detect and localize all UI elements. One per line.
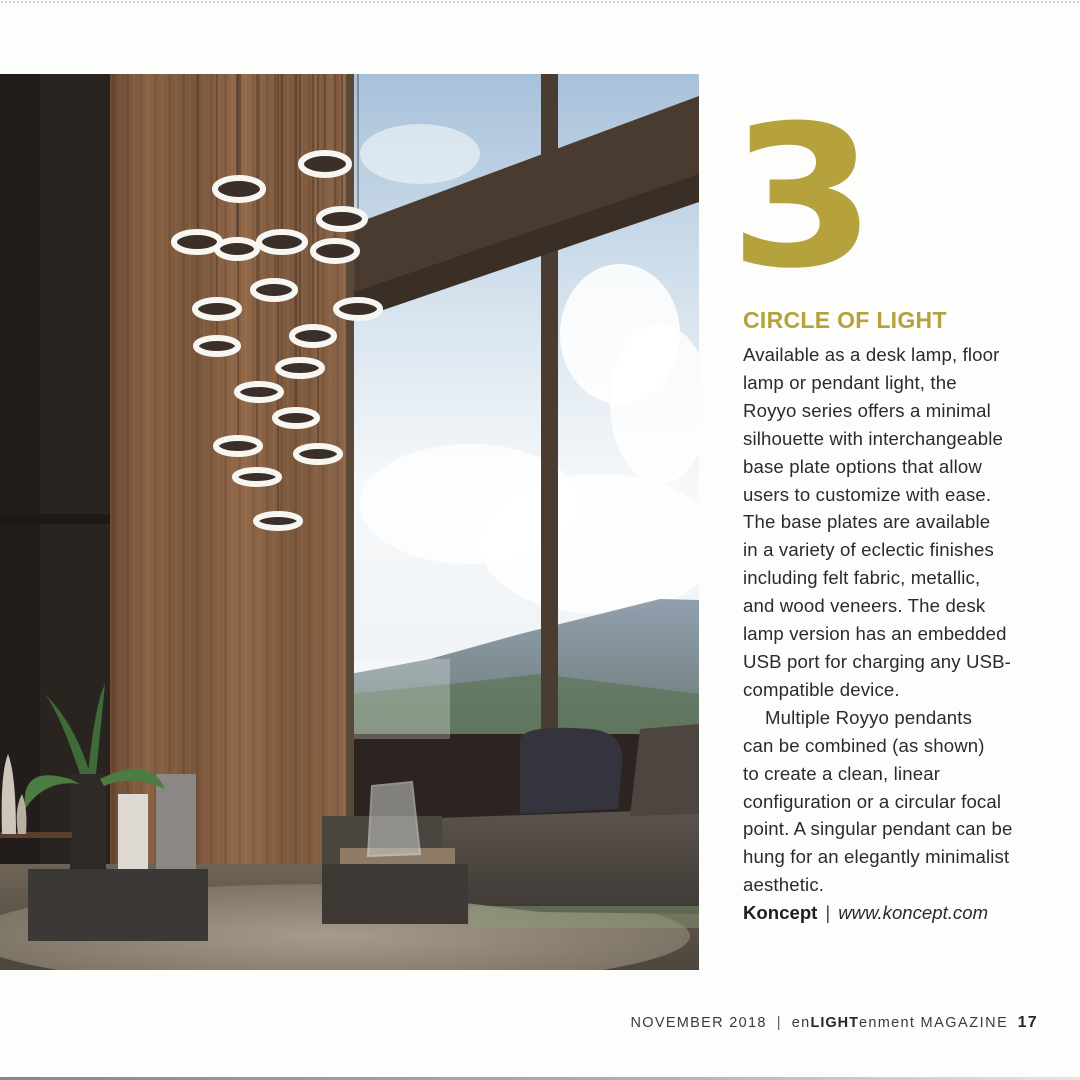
- body-line: compatible device.: [743, 678, 900, 700]
- article-paragraph-1: [743, 341, 1063, 704]
- body-line: aesthetic.: [743, 874, 825, 896]
- body-line: Multiple Royyo pendants: [765, 706, 973, 728]
- body-line: and wood veneers. The desk: [743, 595, 986, 617]
- body-line: The base plates are available: [743, 511, 991, 533]
- body-line: point. A singular pendant can be: [743, 818, 1013, 840]
- body-line: in a variety of eclectic finishes: [743, 539, 994, 561]
- body-line: USB port for charging any USB-: [743, 650, 1012, 672]
- body-line: configuration or a circular focal: [743, 790, 1002, 812]
- body-line: base plate options that allow: [743, 455, 982, 477]
- article-paragraph-2: [743, 704, 1063, 899]
- item-number: 3: [729, 84, 872, 312]
- body-line: Royyo series offers a minimal: [743, 399, 991, 421]
- article-column: [729, 84, 1063, 927]
- body-line: can be combined (as shown): [743, 734, 985, 756]
- body-line: lamp version has an embedded: [743, 623, 1007, 645]
- magazine-name-suffix: enment: [859, 1015, 916, 1031]
- magazine-word: MAGAZINE: [920, 1015, 1009, 1031]
- body-line: to create a clean, linear: [743, 762, 941, 784]
- product-credit: [743, 899, 1063, 927]
- body-line: lamp or pendant light, the: [743, 371, 957, 393]
- issue-date: NOVEMBER 2018: [630, 1015, 767, 1031]
- body-line: users to customize with ease.: [743, 483, 992, 505]
- living-room-illustration: [0, 74, 699, 970]
- body-line: hung for an elegantly minimalist: [743, 846, 1010, 868]
- page-number: 17: [1017, 1014, 1038, 1031]
- footer-separator: |: [776, 1015, 782, 1031]
- product-photo: [0, 74, 699, 970]
- article-headline: CIRCLE OF LIGHT: [743, 307, 947, 333]
- brand-name: Koncept: [743, 902, 818, 924]
- body-line: Available as a desk lamp, floor: [743, 344, 1000, 365]
- magazine-name-highlight: LIGHT: [810, 1015, 859, 1031]
- brand-website-link[interactable]: www.koncept.com: [838, 902, 989, 924]
- body-line: silhouette with interchangeable: [743, 427, 1003, 449]
- body-line: including felt fabric, metallic,: [743, 567, 981, 589]
- magazine-name-prefix: en: [791, 1015, 811, 1031]
- credit-separator: |: [825, 902, 831, 924]
- page-footer: [631, 1014, 1038, 1032]
- page-top-perforation: [0, 0, 1080, 4]
